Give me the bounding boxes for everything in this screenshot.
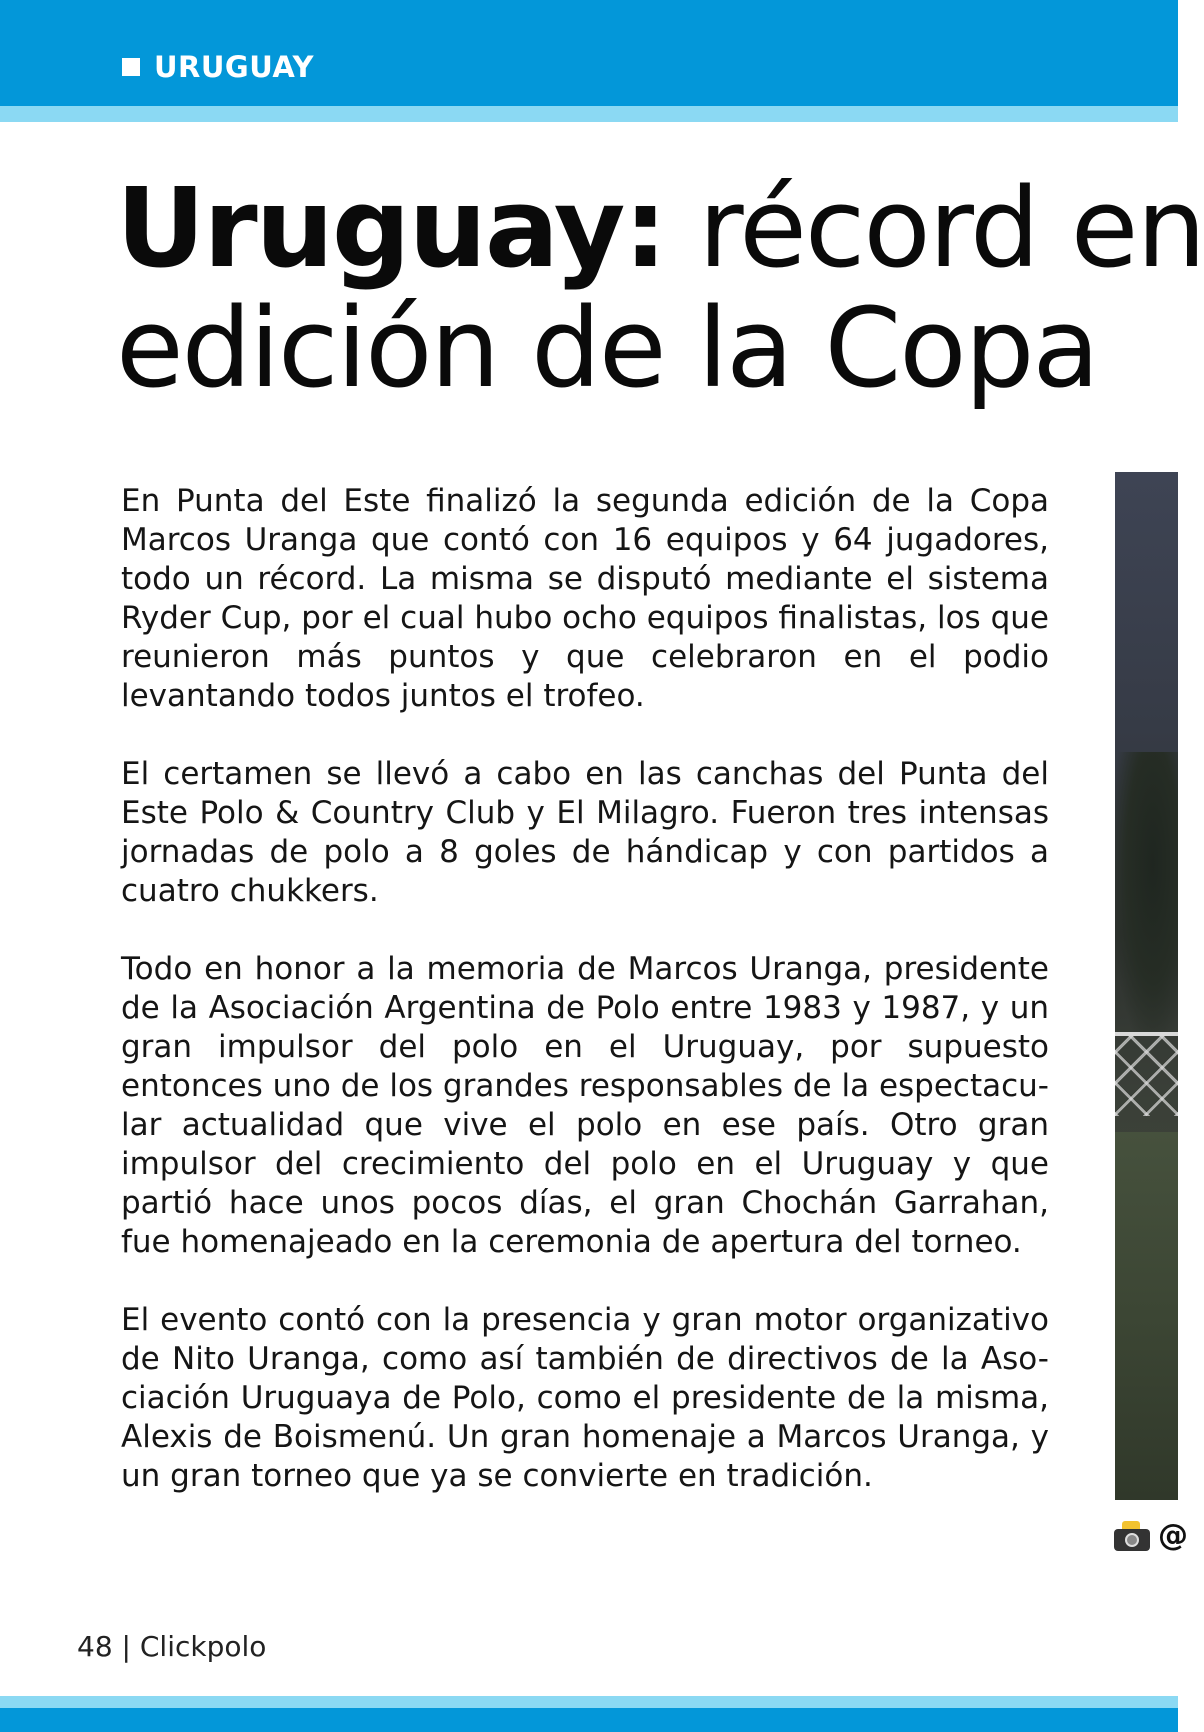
- headline-line-1: [116, 164, 1204, 292]
- body-paragraph: Todo en honor a la memoria de Marcos Uranga, presidente de la Asociación Argentina de Polo entre 1983 y 1987, y un gran impulsor del polo en el Uruguay, por supuesto entonces uno de los grandes responsables de la espectacu-lar actualidad que vive el polo en ese país. Otro gran impulsor del crecimiento del polo en el Uruguay y que partió hace unos pocos días, el gran Chochán Garrahan, fue homenajeado en la ceremonia de apertura del torneo.: [121, 951, 1049, 1260]
- camera-icon: [1114, 1521, 1150, 1551]
- footer-stripe: [0, 1696, 1178, 1708]
- section-tag: [122, 50, 314, 84]
- photo-credit: [1114, 1518, 1188, 1553]
- headline-bold: Uruguay:: [116, 164, 666, 292]
- photo-fence: [1115, 1032, 1178, 1116]
- square-bullet-icon: [122, 58, 140, 76]
- headline-line-2: edición de la Copa: [116, 284, 1098, 412]
- page-footer: 48 | Clickpolo: [77, 1630, 267, 1663]
- footer-bar: [0, 1708, 1178, 1732]
- photo-grass: [1115, 1132, 1178, 1500]
- article-headline: [116, 164, 1204, 412]
- article-body: [121, 482, 1049, 1535]
- headline-line1-rest: récord en: [665, 164, 1204, 292]
- event-photo: [1115, 472, 1178, 1500]
- section-label: URUGUAY: [154, 50, 315, 84]
- photo-tree: [1115, 752, 1178, 1032]
- header-stripe: [0, 106, 1178, 122]
- body-paragraph: El certamen se llevó a cabo en las canchas del Punta del Este Polo & Country Club y El Milagro. Fueron tres intensas jornadas de polo a 8 goles de hándicap y con partidos a cuatro chukkers.: [121, 756, 1049, 909]
- photo-credit-text: @: [1158, 1518, 1188, 1553]
- body-paragraph: En Punta del Este finalizó la segunda edición de la Copa Marcos Uranga que contó con 16 equipos y 64 jugadores, todo un récord. La misma se disputó mediante el sistema Ryder Cup, por el cual hubo ocho equipos finalistas, los que reunieron más puntos y que celebraron en el podio levantando todos juntos el trofeo.: [121, 483, 1049, 714]
- body-paragraph: El evento contó con la presencia y gran motor organizativo de Nito Uranga, como así también de directivos de la Aso-ciación Uruguaya de Polo, como el presidente de la misma, Alexis de Boismenú. Un gran homenaje a Marcos Uranga, y un gran torneo que ya se convierte en tradición.: [121, 1302, 1049, 1494]
